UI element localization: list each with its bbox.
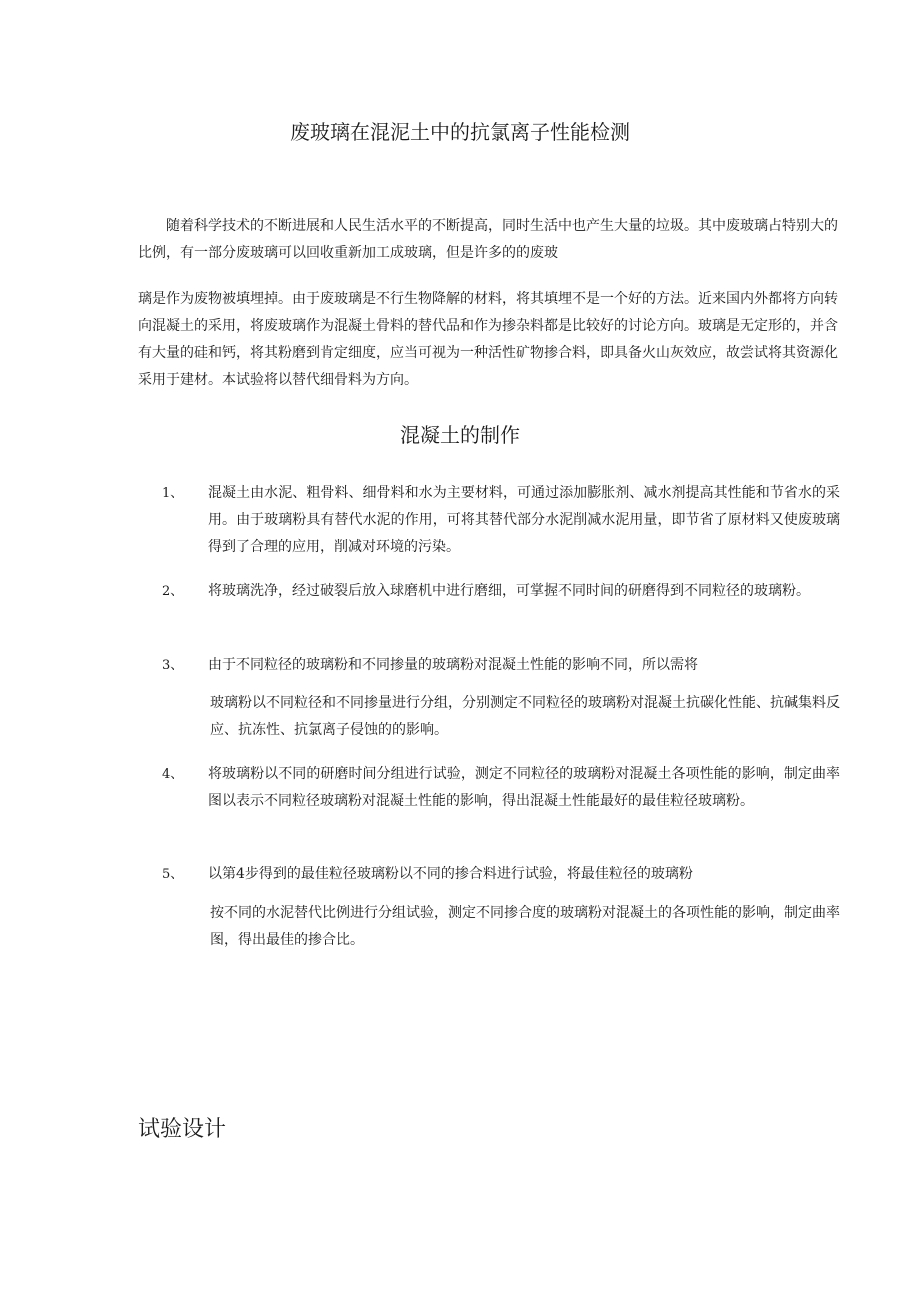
section-heading: 混凝土的制作 xyxy=(400,423,520,447)
step-text: 将玻璃粉以不同的研磨时间分组进行试验，测定不同粒径的玻璃粉对混凝土各项性能的影响，制定曲率图以表示不同粒径玻璃粉对混凝土性能的影响，得出混凝土性能最好的最佳粒径玻璃粉。 xyxy=(208,766,840,809)
document-title: 废玻璃在混泥土中的抗氯离子性能检测 xyxy=(290,120,630,144)
step-text: 由于不同粒径的玻璃粉和不同掺量的玻璃粉对混凝土性能的影响不同，所以需将 xyxy=(208,657,698,673)
step-number: 3、 xyxy=(162,658,184,673)
intro-paragraph-1: 随着科学技术的不断进展和人民生活水平的不断提高，同时生活中也产生大量的垃圾。其中废玻璃占特别大的比例，有一部分废玻璃可以回收重新加工成玻璃，但是许多的的废玻 xyxy=(138,218,838,261)
step-text: 以第4步得到的最佳粒径玻璃粉以不同的掺合料进行试验，将最佳粒径的玻璃粉 xyxy=(208,866,693,882)
step-number: 1、 xyxy=(162,486,184,501)
step-text: 将玻璃洗净，经过破裂后放入球磨机中进行磨细，可掌握不同时间的研磨得到不同粒径的玻璃粉。 xyxy=(208,583,810,599)
step-number: 5、 xyxy=(162,867,184,882)
design-heading: 试验设计 xyxy=(138,1117,227,1142)
step-number: 2、 xyxy=(162,584,184,599)
step-continuation: 玻璃粉以不同粒径和不同掺量进行分组，分别测定不同粒径的玻璃粉对混凝土抗碳化性能、抗碱集料反应、抗冻性、抗氯离子侵蚀的的影响。 xyxy=(210,695,840,738)
step-text: 混凝土由水泥、粗骨料、细骨料和水为主要材料，可通过添加膨胀剂、减水剂提高其性能和节省水的采用。由于玻璃粉具有替代水泥的作用，可将其替代部分水泥削减水泥用量，即节省了原材料又使废玻璃得到了合理的应用，削减对环境的污染。 xyxy=(208,485,840,555)
step-number: 4、 xyxy=(162,767,184,782)
intro-paragraph-2: 璃是作为废物被填埋掉。由于废玻璃是不行生物降解的材料，将其填埋不是一个好的方法。近来国内外都将方向转向混凝土的采用，将废玻璃作为混凝土骨料的替代品和作为掺杂料都是比较好的讨论方向。玻璃是无定形的，并含有大量的硅和钙，将其粉磨到肯定细度，应当可视为一种活性矿物掺合料，即具备火山灰效应，故尝试将其资源化采用于建材。本试验将以替代细骨料为方向。 xyxy=(138,291,838,388)
step-continuation: 按不同的水泥替代比例进行分组试验，测定不同掺合度的玻璃粉对混凝土的各项性能的影响，制定曲率图，得出最佳的掺合比。 xyxy=(210,905,840,948)
